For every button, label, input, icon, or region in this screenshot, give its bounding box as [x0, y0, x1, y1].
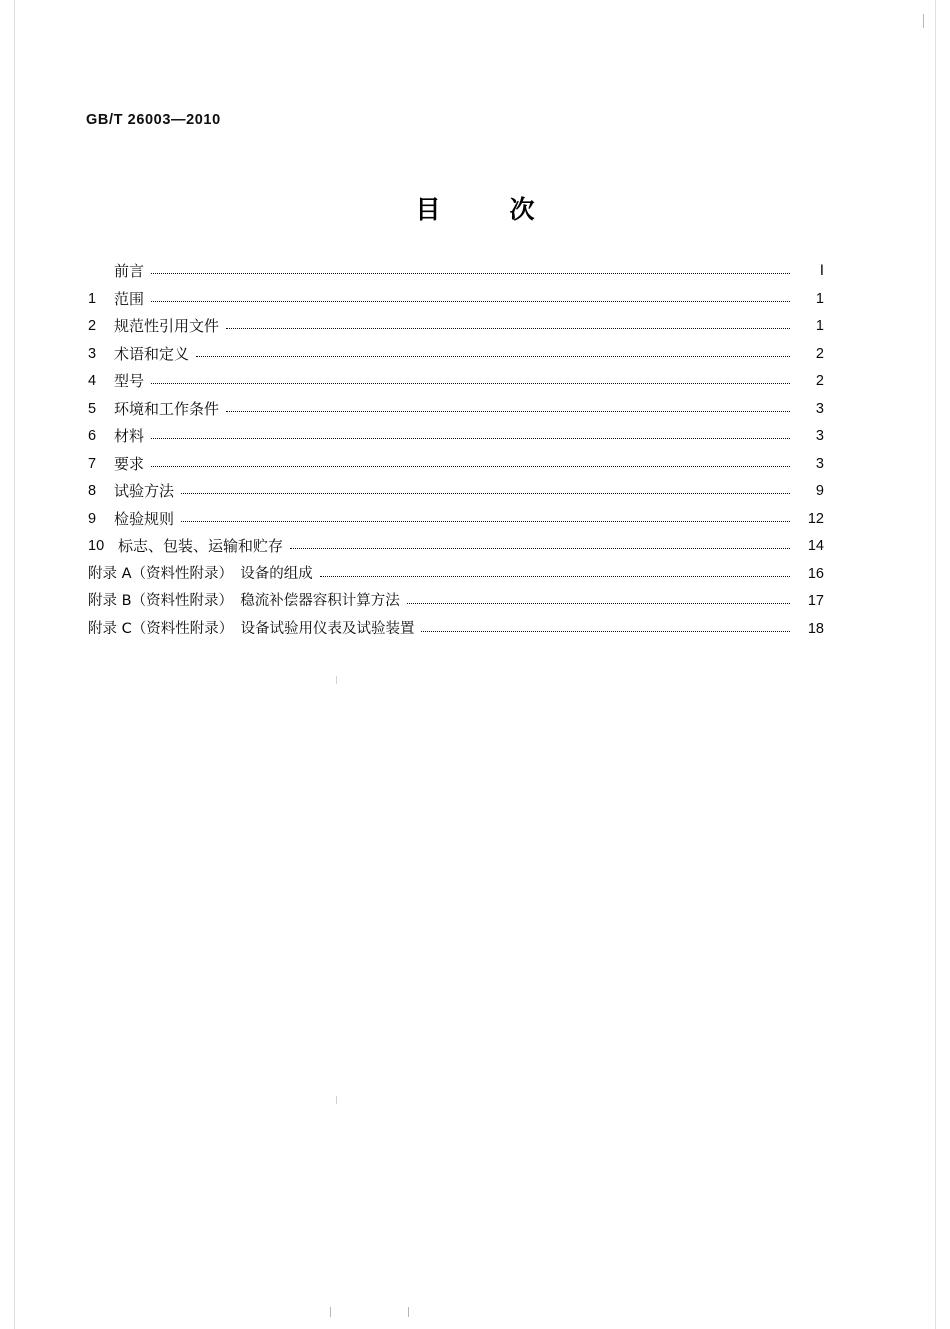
toc-leader-dots [226, 318, 790, 334]
toc-page-number: 1 [815, 318, 824, 334]
toc-number: 2 [88, 318, 97, 334]
toc-entry-8[interactable] [88, 482, 824, 501]
toc-entry-appendix-b[interactable] [88, 592, 824, 611]
toc-label: 要求 [114, 454, 145, 473]
toc-leader-dots [181, 511, 790, 527]
toc-number: 5 [88, 400, 97, 417]
toc-leader-dots [407, 593, 790, 609]
toc-label: 标志、包装、运输和贮存 [118, 537, 284, 555]
scan-tick-top-right [923, 14, 924, 28]
toc-entry-appendix-a[interactable] [88, 565, 824, 584]
toc-entry-3[interactable] [88, 345, 824, 364]
toc-entry-4[interactable] [88, 372, 824, 391]
toc-number: 7 [88, 455, 97, 472]
toc-leader-dots [151, 263, 790, 279]
toc-entry-6[interactable] [88, 427, 824, 446]
toc-page-number: 14 [807, 538, 824, 554]
scan-tick-middle [336, 676, 337, 684]
toc-label: 附录 B（资料性附录） 稳流补偿器容积计算方法 [88, 593, 400, 609]
toc-label: 前言 [114, 262, 145, 280]
toc-entry-10[interactable] [88, 537, 824, 556]
toc-page-number: 18 [807, 620, 824, 637]
toc-entry-1[interactable] [88, 290, 824, 309]
toc-leader-dots [151, 373, 790, 389]
toc-page-number: 12 [807, 510, 824, 527]
toc-leader-dots [290, 538, 790, 554]
toc-leader-dots [151, 428, 790, 444]
toc-page-number: 2 [815, 345, 824, 362]
toc-leader-dots [181, 483, 790, 499]
toc-leader-dots [151, 456, 790, 472]
toc-page-number: 17 [807, 593, 824, 609]
toc-label: 规范性引用文件 [114, 317, 220, 335]
toc-label: 型号 [114, 372, 145, 390]
toc-page-number: 16 [807, 565, 824, 582]
toc-page-number: 3 [815, 428, 824, 444]
toc-label: 术语和定义 [114, 344, 190, 363]
toc-entry-2[interactable] [88, 317, 824, 336]
toc-label: 附录 C（资料性附录） 设备试验用仪表及试验装置 [88, 620, 415, 637]
scan-tick-bottom-left [330, 1307, 331, 1317]
toc-entry-appendix-c[interactable] [88, 620, 824, 639]
toc-leader-dots [151, 291, 790, 307]
toc-entry-9[interactable] [88, 510, 824, 529]
toc-leader-dots [196, 346, 790, 362]
toc-number: 1 [88, 290, 97, 307]
toc-label: 环境和工作条件 [114, 399, 220, 418]
toc-entry-5[interactable] [88, 400, 824, 419]
toc-number: 9 [88, 510, 97, 527]
toc-number: 4 [88, 373, 97, 389]
standard-code: GB/T 26003—2010 [86, 112, 221, 128]
toc-page-number: 9 [815, 483, 824, 499]
toc-page-number: 3 [815, 400, 824, 417]
toc-leader-dots [320, 566, 790, 582]
toc-label: 检验规则 [114, 509, 175, 528]
toc-number: 3 [88, 345, 97, 362]
toc-label: 材料 [114, 427, 145, 445]
toc-page-number: 2 [815, 373, 824, 389]
toc-leader-dots [421, 621, 790, 637]
toc-page-number: 1 [815, 290, 824, 307]
page-title: 目 次 [415, 195, 557, 224]
toc-label: 范围 [114, 289, 145, 308]
toc-leader-dots [226, 401, 790, 417]
scan-tick-lower [336, 1096, 337, 1104]
toc-number: 10 [88, 538, 105, 554]
toc-number: 6 [88, 428, 97, 444]
toc-entry-preface[interactable] [88, 262, 824, 281]
toc-page-number: 3 [815, 455, 824, 472]
scan-tick-bottom-right [408, 1307, 409, 1317]
table-of-contents [88, 262, 824, 647]
toc-label: 试验方法 [114, 482, 175, 500]
toc-label: 附录 A（资料性附录） 设备的组成 [88, 565, 313, 582]
toc-number: 8 [88, 483, 97, 499]
toc-entry-7[interactable] [88, 455, 824, 474]
toc-page-number: Ⅰ [819, 263, 824, 279]
